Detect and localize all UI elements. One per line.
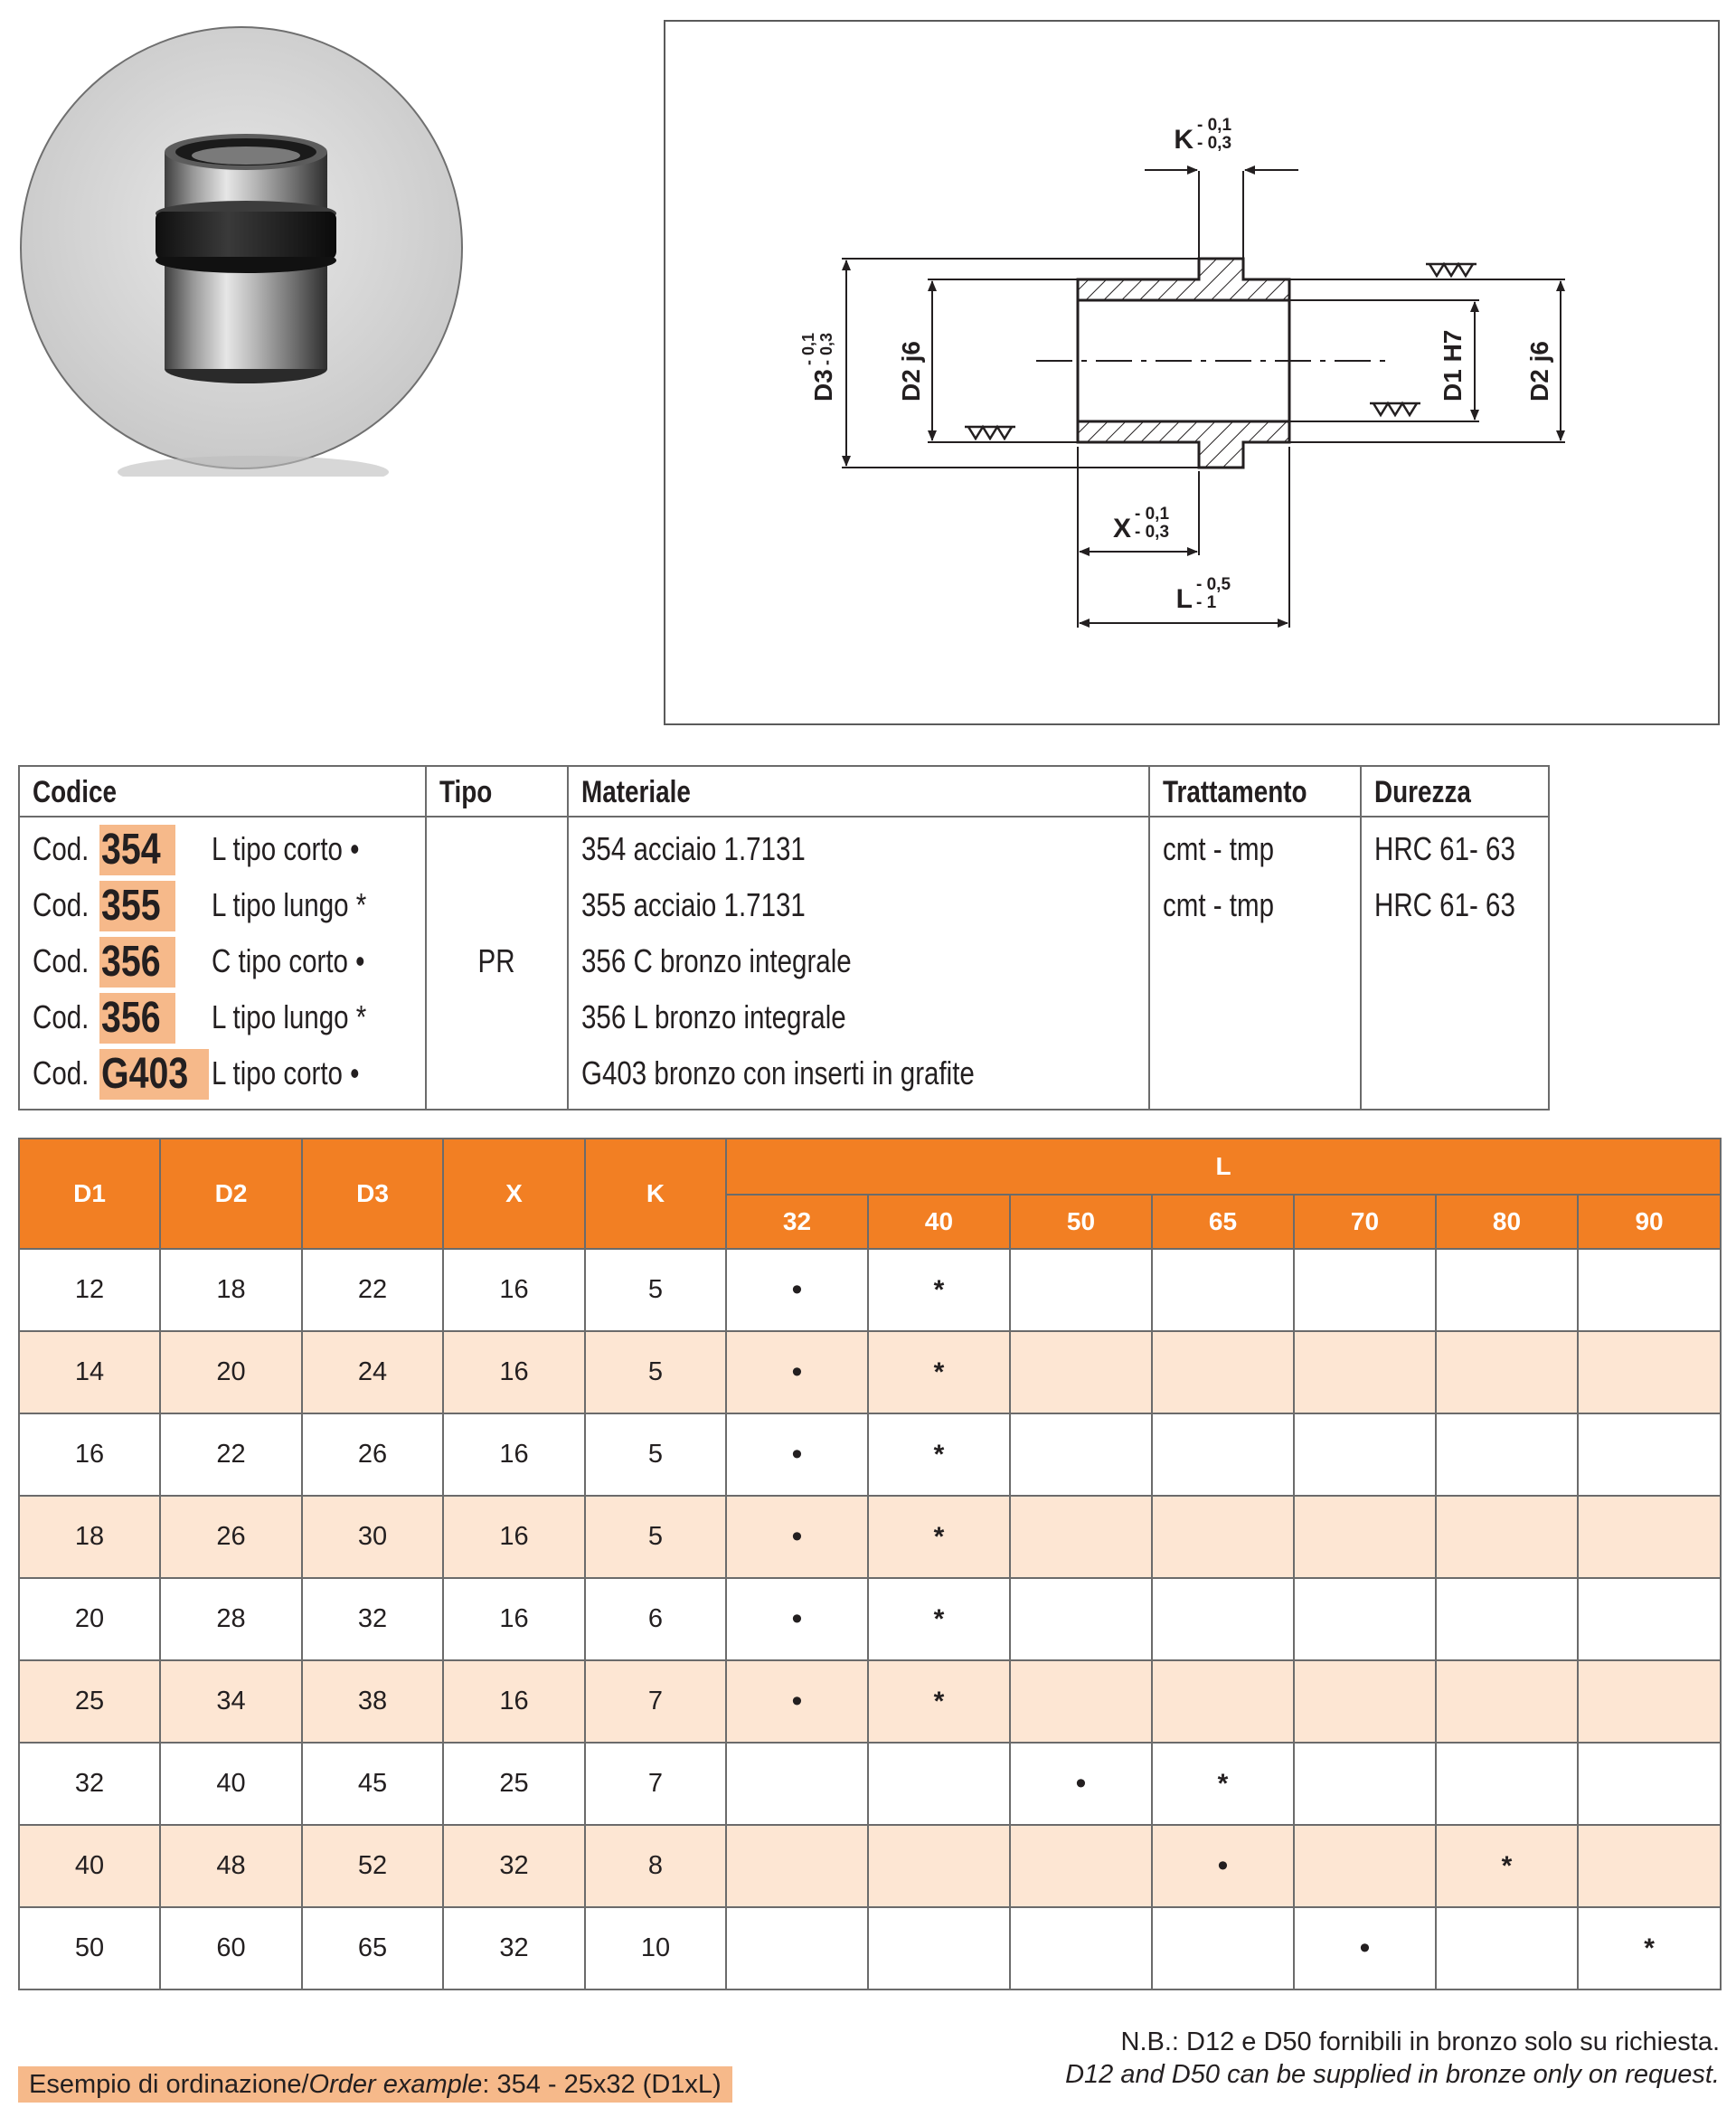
length-availability-cell — [1010, 1660, 1152, 1743]
length-availability-cell — [1010, 1907, 1152, 1989]
tipo-value: PR — [477, 942, 515, 979]
length-availability-cell — [1436, 1907, 1578, 1989]
cod-prefix: Cod. — [33, 886, 90, 923]
dim-d3-tol-upper: - 0,1 — [799, 332, 817, 365]
code-row-3 — [33, 933, 365, 989]
table-cell: 16 — [443, 1578, 585, 1660]
length-availability-cell — [868, 1331, 1010, 1413]
code-desc: L tipo corto — [212, 1054, 343, 1092]
table-cell: 48 — [160, 1825, 302, 1907]
table-cell: 8 — [585, 1825, 726, 1907]
table-cell: 45 — [302, 1743, 443, 1825]
table-cell: 5 — [585, 1331, 726, 1413]
dim-k-label: K — [1174, 125, 1194, 155]
length-availability-cell — [1436, 1660, 1578, 1743]
length-availability-cell — [1010, 1413, 1152, 1496]
table-cell: 50 — [19, 1907, 160, 1989]
materiale-value: 356 L bronzo integrale — [581, 998, 846, 1035]
table-cell: 32 — [19, 1743, 160, 1825]
dim-x-tol-upper: - 0,1 — [1135, 505, 1170, 524]
long-type-mark: * — [933, 1521, 945, 1552]
table-row — [19, 1331, 1721, 1413]
type-mark: • — [350, 830, 360, 867]
header-l: L — [726, 1139, 1721, 1195]
dimension-l — [1176, 575, 1231, 614]
table-cell: 5 — [585, 1249, 726, 1331]
code-badge: 355 — [99, 881, 175, 931]
length-availability-cell — [1294, 1413, 1436, 1496]
length-availability-cell — [1578, 1331, 1721, 1413]
length-availability-cell — [1152, 1825, 1294, 1907]
length-availability-cell — [1152, 1660, 1294, 1743]
table-cell: 65 — [302, 1907, 443, 1989]
header-k: K — [585, 1139, 726, 1249]
short-type-mark: • — [791, 1519, 803, 1554]
materiale-value: G403 bronzo con inserti in grafite — [581, 1054, 975, 1092]
length-availability-cell — [1294, 1331, 1436, 1413]
length-availability-cell — [726, 1660, 868, 1743]
length-availability-cell — [1010, 1825, 1152, 1907]
length-availability-cell — [726, 1496, 868, 1578]
table-cell: 10 — [585, 1907, 726, 1989]
short-type-mark: • — [791, 1355, 803, 1389]
dim-l-label: L — [1175, 584, 1193, 614]
table-cell: 52 — [302, 1825, 443, 1907]
type-mark: • — [355, 942, 365, 979]
code-desc: L tipo lungo — [212, 998, 349, 1035]
long-type-mark: * — [933, 1603, 945, 1634]
cod-prefix: Cod. — [33, 1054, 90, 1092]
long-type-mark: * — [933, 1686, 945, 1716]
length-availability-cell — [1436, 1496, 1578, 1578]
dim-d3-tol-lower: - 0,3 — [817, 332, 835, 365]
table-cell: 18 — [19, 1496, 160, 1578]
length-availability-cell — [1152, 1743, 1294, 1825]
dim-d1-label: D1 H7 — [1439, 329, 1467, 402]
length-availability-cell — [868, 1907, 1010, 1989]
short-type-mark: • — [791, 1684, 803, 1718]
table-row — [19, 1496, 1721, 1578]
table-cell: 20 — [19, 1578, 160, 1660]
table-cell: 6 — [585, 1578, 726, 1660]
length-availability-cell — [1152, 1249, 1294, 1331]
length-availability-cell — [1436, 1331, 1578, 1413]
length-availability-cell — [1294, 1907, 1436, 1989]
dim-x-label: X — [1112, 514, 1131, 543]
trattamento-value: cmt - tmp — [1163, 886, 1274, 923]
header-materiale: Materiale — [569, 767, 1148, 818]
length-availability-cell — [1578, 1743, 1721, 1825]
table-cell: 22 — [302, 1249, 443, 1331]
length-availability-cell — [1578, 1496, 1721, 1578]
length-availability-cell — [1152, 1413, 1294, 1496]
length-availability-cell — [1294, 1578, 1436, 1660]
table-cell: 60 — [160, 1907, 302, 1989]
cod-prefix: Cod. — [33, 830, 90, 867]
short-type-mark: • — [791, 1272, 803, 1307]
code-row-5 — [33, 1045, 360, 1101]
header-l-value: 80 — [1436, 1195, 1578, 1249]
table-row — [19, 1578, 1721, 1660]
cod-prefix: Cod. — [33, 998, 90, 1035]
length-availability-cell — [726, 1743, 868, 1825]
codes-table — [18, 765, 1550, 1110]
header-x: X — [443, 1139, 585, 1249]
dimensions-table — [18, 1138, 1722, 1990]
order-example-italic: Order example — [308, 2070, 483, 2099]
length-availability-cell — [1294, 1496, 1436, 1578]
table-cell: 7 — [585, 1743, 726, 1825]
table-cell: 25 — [443, 1743, 585, 1825]
order-example — [18, 2066, 732, 2103]
length-availability-cell — [1152, 1496, 1294, 1578]
length-availability-cell — [1436, 1578, 1578, 1660]
length-availability-cell — [1436, 1413, 1578, 1496]
table-cell: 16 — [443, 1249, 585, 1331]
length-availability-cell — [1152, 1331, 1294, 1413]
durezza-value: HRC 61- 63 — [1374, 886, 1515, 923]
product-photo — [20, 20, 463, 477]
short-type-mark: • — [1217, 1848, 1229, 1883]
length-availability-cell — [868, 1660, 1010, 1743]
type-mark: * — [355, 998, 367, 1035]
durezza-value: HRC 61- 63 — [1374, 830, 1515, 867]
short-type-mark: • — [1359, 1931, 1371, 1965]
table-cell: 20 — [160, 1331, 302, 1413]
table-cell: 12 — [19, 1249, 160, 1331]
header-l-value: 90 — [1578, 1195, 1721, 1249]
table-cell: 16 — [19, 1413, 160, 1496]
dim-x-tol-lower: - 0,3 — [1135, 523, 1170, 542]
long-type-mark: * — [1644, 1933, 1655, 1963]
table-cell: 26 — [302, 1413, 443, 1496]
length-availability-cell — [1578, 1413, 1721, 1496]
header-l-value: 50 — [1010, 1195, 1152, 1249]
table-cell: 16 — [443, 1496, 585, 1578]
length-availability-cell — [1578, 1825, 1721, 1907]
dimension-d3 — [799, 333, 837, 402]
technical-drawing — [664, 20, 1720, 725]
code-row-1 — [33, 821, 360, 877]
header-l-value: 70 — [1294, 1195, 1436, 1249]
header-d2: D2 — [160, 1139, 302, 1249]
table-cell: 34 — [160, 1660, 302, 1743]
bushing-illustration — [156, 134, 336, 383]
header-codice: Codice — [20, 767, 425, 818]
note-italian: N.B.: D12 e D50 fornibili in bronzo solo su richiesta. — [1120, 2027, 1720, 2056]
dimensions-table-body — [19, 1249, 1721, 1989]
length-availability-cell — [868, 1496, 1010, 1578]
table-row — [19, 1825, 1721, 1907]
dimension-k — [1174, 116, 1231, 155]
table-cell: 14 — [19, 1331, 160, 1413]
code-badge: 356 — [99, 993, 175, 1044]
length-availability-cell — [1578, 1907, 1721, 1989]
type-mark: • — [350, 1054, 360, 1092]
table-row — [19, 1249, 1721, 1331]
availability-note — [1065, 2026, 1720, 2091]
table-cell: 40 — [19, 1825, 160, 1907]
dim-k-tol-lower: - 0,3 — [1197, 134, 1232, 153]
length-availability-cell — [1294, 1825, 1436, 1907]
length-availability-cell — [726, 1907, 868, 1989]
length-availability-cell — [1578, 1578, 1721, 1660]
length-availability-cell — [868, 1578, 1010, 1660]
table-row — [19, 1743, 1721, 1825]
trattamento-value: cmt - tmp — [1163, 830, 1274, 867]
code-badge: G403 — [99, 1049, 209, 1100]
table-cell: 25 — [19, 1660, 160, 1743]
length-availability-cell — [868, 1249, 1010, 1331]
codes-col-trattamento — [1150, 767, 1362, 1109]
short-type-mark: • — [1075, 1766, 1087, 1800]
table-cell: 24 — [302, 1331, 443, 1413]
length-availability-cell — [1010, 1249, 1152, 1331]
long-type-mark: * — [1217, 1768, 1229, 1799]
table-row — [19, 1413, 1721, 1496]
cod-prefix: Cod. — [33, 942, 90, 979]
header-l-value: 65 — [1152, 1195, 1294, 1249]
table-cell: 16 — [443, 1413, 585, 1496]
table-cell: 16 — [443, 1660, 585, 1743]
table-cell: 22 — [160, 1413, 302, 1496]
table-cell: 40 — [160, 1743, 302, 1825]
table-row — [19, 1907, 1721, 1989]
length-availability-cell — [1436, 1825, 1578, 1907]
length-availability-cell — [868, 1743, 1010, 1825]
code-desc: L tipo lungo — [212, 886, 349, 923]
length-availability-cell — [1010, 1496, 1152, 1578]
length-availability-cell — [1436, 1743, 1578, 1825]
code-desc: C tipo corto — [212, 942, 348, 979]
length-availability-cell — [1294, 1743, 1436, 1825]
length-availability-cell — [868, 1825, 1010, 1907]
table-cell: 32 — [443, 1825, 585, 1907]
code-row-4 — [33, 989, 367, 1045]
length-availability-cell — [1294, 1249, 1436, 1331]
materiale-value: 354 acciaio 1.7131 — [581, 830, 806, 867]
length-availability-cell — [1578, 1249, 1721, 1331]
codes-col-durezza — [1362, 767, 1548, 1109]
length-availability-cell — [726, 1331, 868, 1413]
dim-l-tol-lower: - 1 — [1196, 593, 1217, 612]
table-cell: 28 — [160, 1578, 302, 1660]
code-badge: 354 — [99, 825, 175, 875]
long-type-mark: * — [933, 1274, 945, 1305]
table-cell: 38 — [302, 1660, 443, 1743]
note-english: D12 and D50 can be supplied in bronze only on request. — [1065, 2060, 1720, 2089]
header-d1: D1 — [19, 1139, 160, 1249]
dim-l-tol-upper: - 0,5 — [1196, 575, 1231, 594]
dim-d3-label: D3 — [809, 369, 837, 402]
length-availability-cell — [1010, 1743, 1152, 1825]
codes-col-materiale — [569, 767, 1150, 1109]
length-availability-cell — [1010, 1578, 1152, 1660]
table-cell: 32 — [443, 1907, 585, 1989]
table-cell: 18 — [160, 1249, 302, 1331]
dim-d2-left-label: D2 j6 — [897, 341, 925, 402]
short-type-mark: • — [791, 1602, 803, 1636]
code-row-2 — [33, 877, 367, 933]
length-availability-cell — [726, 1825, 868, 1907]
table-cell: 16 — [443, 1331, 585, 1413]
order-example-value: : 354 - 25x32 (D1xL) — [482, 2070, 722, 2099]
length-availability-cell — [1152, 1578, 1294, 1660]
codes-col-tipo — [427, 767, 569, 1109]
short-type-mark: • — [791, 1437, 803, 1471]
length-availability-cell — [1436, 1249, 1578, 1331]
dim-k-tol-upper: - 0,1 — [1197, 116, 1232, 135]
length-availability-cell — [726, 1413, 868, 1496]
bushing-section — [1078, 259, 1289, 468]
table-row — [19, 1660, 1721, 1743]
order-example-prefix: Esempio di ordinazione/ — [29, 2070, 309, 2099]
length-availability-cell — [726, 1249, 868, 1331]
dimension-x — [1113, 505, 1169, 543]
codes-col-codice — [20, 767, 427, 1109]
header-trattamento: Trattamento — [1150, 767, 1360, 818]
table-cell: 7 — [585, 1660, 726, 1743]
type-mark: * — [355, 886, 367, 923]
header-tipo: Tipo — [427, 767, 567, 818]
length-availability-cell — [1152, 1907, 1294, 1989]
header-d3: D3 — [302, 1139, 443, 1249]
long-type-mark: * — [933, 1356, 945, 1387]
materiale-value: 356 C bronzo integrale — [581, 942, 852, 979]
table-cell: 5 — [585, 1496, 726, 1578]
table-cell: 26 — [160, 1496, 302, 1578]
length-availability-cell — [1578, 1660, 1721, 1743]
length-availability-cell — [1294, 1660, 1436, 1743]
length-availability-cell — [1010, 1331, 1152, 1413]
header-durezza: Durezza — [1362, 767, 1548, 818]
table-cell: 30 — [302, 1496, 443, 1578]
header-l-value: 32 — [726, 1195, 868, 1249]
code-desc: L tipo corto — [212, 830, 343, 867]
dim-d2-right-label: D2 j6 — [1525, 341, 1553, 402]
long-type-mark: * — [1501, 1850, 1513, 1881]
length-availability-cell — [726, 1578, 868, 1660]
header-l-value: 40 — [868, 1195, 1010, 1249]
code-badge: 356 — [99, 937, 175, 988]
table-cell: 5 — [585, 1413, 726, 1496]
materiale-value: 355 acciaio 1.7131 — [581, 886, 806, 923]
long-type-mark: * — [933, 1439, 945, 1470]
table-cell: 32 — [302, 1578, 443, 1660]
length-availability-cell — [868, 1413, 1010, 1496]
